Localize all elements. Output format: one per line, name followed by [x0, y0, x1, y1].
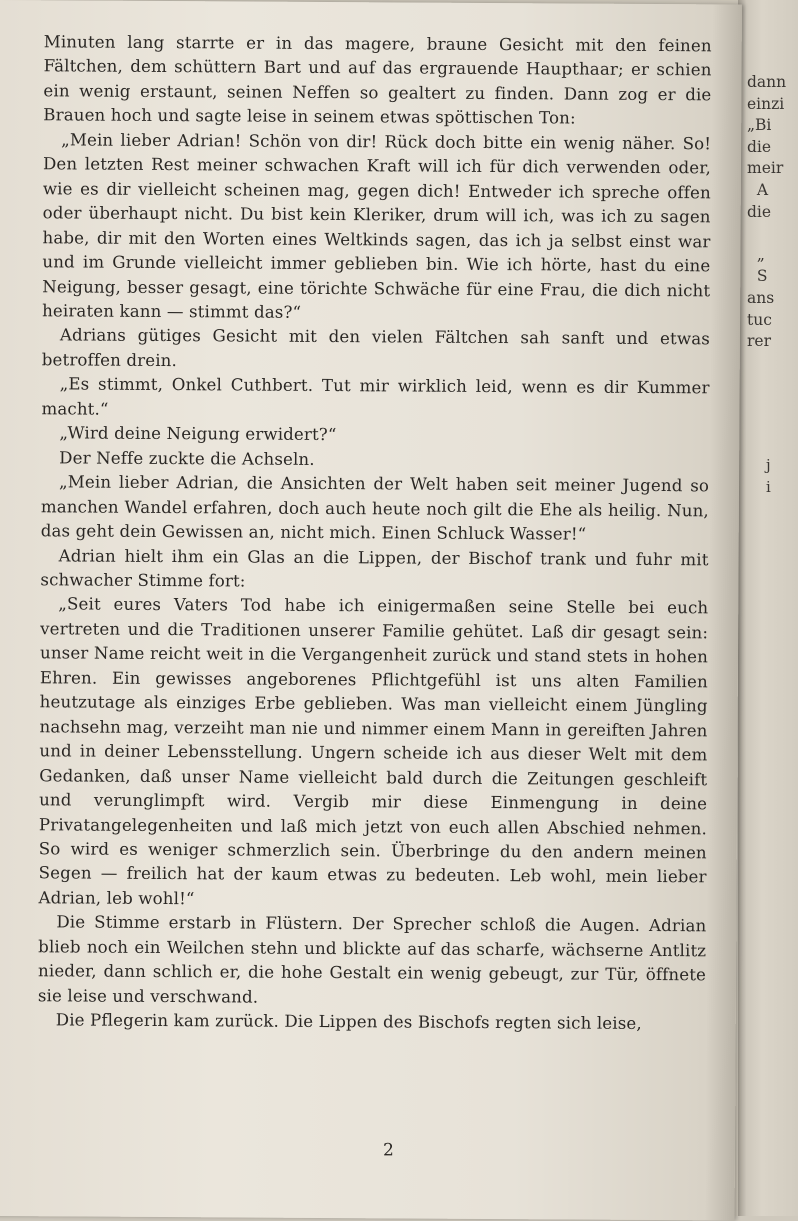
paragraph: „Seit eures Vaters Tod habe ich einigermaßen seine Stelle bei euch vertreten und die Traditionen unserer Familie gehütet. Laß dir gesagt sein: unser Name reicht weit in die Vergangenheit zurück und stand stets in hohen Ehren. Ein gewisses angeborenes Pflichtgefühl ist uns alten Familien heutzutage als einziges Erbe geblieben. Was man vielleicht einem Jüngling nachsehn mag, verzeiht man nie und nimmer einem Mann in gereiften Jahren und in deiner Lebensstellung. Ungern scheide ich aus dieser Welt mit dem Gedanken, daß unser Name vielleicht bald durch die Zeitungen geschleift und verunglimpft wird. Vergib mir diese Einmengung in deine Privatangelegenheiten und laß mich jetzt von euch allen Abschied nehmen. So wird es weniger schmerzlich sein. Überbringe du den andern meinen Segen — freilich hat der kaum etwas zu bedeuten. Leb wohl, mein lieber Adrian, leb wohl!“ [38, 594, 709, 909]
adjacent-line: dann [747, 73, 787, 91]
adjacent-line: „Bi [747, 116, 772, 135]
adjacent-line: die [747, 202, 772, 221]
paragraph: Adrian hielt ihm ein Glas an die Lippen, der Bischof trank und fuhr mit schwacher Stimme fort: [40, 545, 709, 591]
adjacent-line: einzi [747, 94, 785, 113]
paragraph: „Es stimmt, Onkel Cuthbert. Tut mir wirklich leid, wenn es dir Kummer macht.“ [41, 374, 710, 419]
adjacent-line: die [747, 137, 772, 156]
paragraph: Der Neffe zuckte die Achseln. [59, 448, 315, 469]
adjacent-fragment: j [766, 456, 771, 474]
adjacent-line: meir [747, 159, 784, 178]
paragraph: Die Pflegerin kam zurück. Die Lippen des Bischofs regten sich leise, [55, 1010, 642, 1034]
paragraph: „Mein lieber Adrian, die Ansichten der Welt haben seit meiner Jugend so manchen Wandel erfahren, doch auch heute noch gilt die Ehe als heilig. Nun, das geht dein Gewissen an, nicht mich. Einen Schluck Wasser!“ [40, 472, 710, 544]
adjacent-line: S [747, 267, 768, 286]
page-body [38, 30, 712, 1037]
paragraph: „Mein lieber Adrian! Schön von dir! Rück doch bitte ein wenig näher. So! Den letzten Rest meiner schwachen Kraft will ich für dich verwenden oder, wie es dir vielleicht scheinen mag, gegen dich! Entweder ich spreche offen oder überhaupt nicht. Du bist kein Kleriker, drum will ich, was ich zu sagen habe, dir mit den Worten eines Weltkinds sagen, das ich ja selbst einst war und im Grunde vielleicht immer geblieben bin. Wie ich hörte, hast du eine Neigung, besser gesagt, eine törichte Schwäche für eine Frau, die dich nicht heiraten kann — stimmt das?“ [42, 130, 712, 322]
adjacent-page-text [747, 72, 787, 353]
paragraph: Die Stimme erstarb in Flüstern. Der Sprecher schloß die Augen. Adrian blieb noch ein Weilchen stehn und blickte auf das scharfe, wächserne Antlitz nieder, dann schlich er, die hohe Gestalt ein wenig gebeugt, zur Tür, öffnete sie leise und verschwand. [37, 912, 707, 1007]
adjacent-line: tuc [747, 310, 772, 329]
adjacent-line: „ [747, 245, 765, 264]
adjacent-line: ans [747, 288, 775, 307]
adjacent-fragment: i [766, 478, 771, 496]
adjacent-line: A [747, 180, 769, 199]
page-number: 2 [382, 1140, 394, 1161]
paragraph: Minuten lang starrte er in das magere, braune Gesicht mit den feinen Fältchen, dem schüttern Bart und auf das ergrauende Haupthaar; er schien ein wenig erstaunt, seinen Neffen so gealtert zu finden. Dann zog er die Brauen hoch und sagte leise in seinem etwas spöttischen Ton: [43, 32, 712, 128]
paragraph: „Wird deine Neigung erwidert?“ [59, 423, 337, 445]
adjacent-line: rer [747, 332, 771, 351]
paragraph: Adrians gütiges Gesicht mit den vielen Fältchen sah sanft und etwas betroffen drein. [41, 325, 710, 370]
